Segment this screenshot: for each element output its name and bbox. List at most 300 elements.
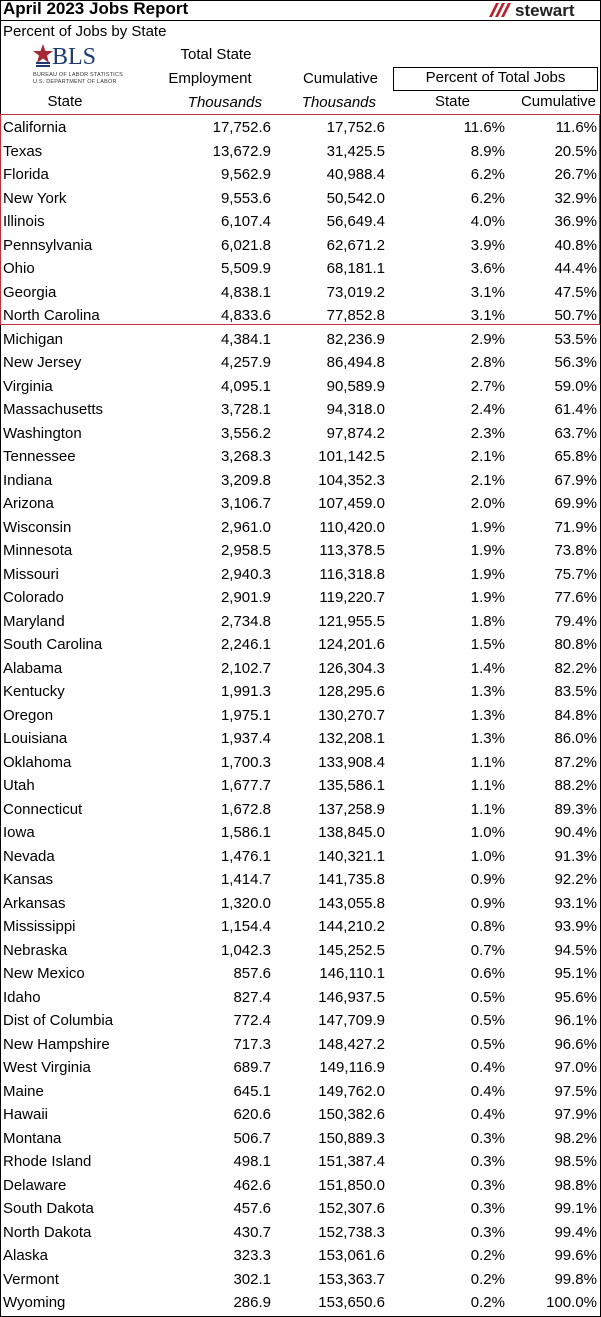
percent-cumulative: 79.4% [554, 612, 597, 630]
state-employment: 323.3 [233, 1247, 271, 1264]
percent-cumulative: 98.5% [554, 1153, 597, 1170]
cumulative-employment: 132,208.1 [318, 730, 385, 747]
percent-state: 0.3% [470, 1200, 505, 1217]
state-name: South Carolina [3, 636, 103, 653]
percent-cumulative: 99.6% [554, 1247, 597, 1264]
percent-cumulative: 50.7% [554, 307, 597, 324]
state-name: Illinois [3, 213, 45, 230]
table-row [0, 1080, 601, 1104]
state-name: Wisconsin [3, 518, 72, 536]
report-subtitle: Percent of Jobs by State [3, 23, 167, 40]
state-employment: 1,975.1 [220, 706, 271, 724]
state-table [0, 116, 601, 1315]
table-row [0, 1291, 601, 1315]
percent-state: 3.1% [470, 283, 505, 301]
percent-state: 0.8% [470, 918, 505, 935]
state-employment: 2,958.5 [220, 542, 271, 559]
percent-cumulative: 77.6% [554, 589, 597, 606]
table-row [0, 539, 601, 563]
table-row [0, 469, 601, 493]
percent-state: 0.3% [470, 1129, 505, 1147]
cumulative-employment: 153,363.7 [318, 1270, 385, 1288]
percent-state: 1.5% [470, 636, 505, 653]
percent-state: 2.3% [470, 424, 505, 442]
percent-cumulative: 82.2% [554, 659, 597, 677]
percent-cumulative: 86.0% [554, 730, 597, 747]
percent-cumulative: 99.4% [554, 1223, 597, 1241]
table-row [0, 1127, 601, 1151]
table-row [0, 657, 601, 681]
state-name: Maine [3, 1082, 44, 1100]
state-name: Colorado [3, 589, 64, 606]
cumulative-employment: 144,210.2 [318, 918, 385, 935]
header-percent-total-jobs: Percent of Total Jobs [425, 69, 566, 86]
header-percent-cumulative: Cumulative [520, 93, 596, 110]
state-name: South Dakota [3, 1200, 94, 1217]
cumulative-employment: 116,318.8 [319, 565, 385, 583]
state-employment: 430.7 [233, 1223, 271, 1241]
percent-state: 1.3% [470, 683, 505, 700]
percent-state: 0.6% [470, 965, 505, 982]
state-employment: 1,672.8 [220, 800, 271, 818]
percent-cumulative: 44.4% [554, 260, 597, 277]
state-name: Montana [3, 1129, 62, 1147]
state-name: Tennessee [3, 448, 76, 465]
cumulative-employment: 126,304.3 [318, 659, 385, 677]
percent-state: 0.4% [470, 1106, 505, 1123]
cumulative-employment: 68,181.1 [326, 260, 385, 277]
table-row [0, 1221, 601, 1245]
table-row [0, 516, 601, 540]
table-row [0, 1056, 601, 1080]
percent-state: 0.2% [470, 1270, 505, 1288]
percent-cumulative: 80.8% [554, 636, 597, 653]
percent-state: 1.9% [470, 542, 505, 559]
table-row [0, 328, 601, 352]
state-employment: 9,553.6 [220, 189, 271, 207]
table-row [0, 1174, 601, 1198]
percent-cumulative: 96.6% [554, 1035, 597, 1053]
state-employment: 4,384.1 [220, 330, 271, 348]
table-row [0, 1268, 601, 1292]
table-row [0, 774, 601, 798]
table-row [0, 751, 601, 775]
percent-state: 1.3% [470, 706, 505, 724]
state-name: Utah [3, 777, 35, 794]
state-name: Ohio [3, 260, 35, 277]
cumulative-employment: 128,295.6 [318, 683, 385, 700]
cumulative-employment: 137,258.9 [318, 800, 385, 818]
state-employment: 6,107.4 [220, 213, 271, 230]
state-employment: 498.1 [233, 1153, 271, 1170]
state-employment: 457.6 [233, 1200, 271, 1217]
state-employment: 302.1 [233, 1270, 271, 1288]
state-name: Hawaii [3, 1106, 49, 1123]
percent-cumulative: 91.3% [554, 847, 597, 865]
state-employment: 3,209.8 [220, 471, 271, 489]
state-employment: 772.4 [233, 1012, 271, 1029]
header-state: State [47, 93, 83, 110]
percent-cumulative: 75.7% [554, 565, 597, 583]
table-row [0, 845, 601, 869]
cumulative-employment: 124,201.6 [318, 636, 385, 653]
cumulative-employment: 135,586.1 [318, 777, 385, 794]
state-name: Kansas [3, 871, 54, 888]
cumulative-employment: 17,752.6 [326, 119, 385, 136]
table-row [0, 704, 601, 728]
state-employment: 1,700.3 [220, 753, 271, 771]
state-employment: 17,752.6 [212, 119, 271, 136]
percent-state: 6.2% [470, 189, 505, 207]
state-employment: 9,562.9 [220, 166, 271, 183]
state-employment: 462.6 [233, 1176, 271, 1194]
cumulative-employment: 50,542.0 [326, 189, 385, 207]
state-name: Virginia [3, 377, 53, 395]
cumulative-employment: 101,142.5 [318, 448, 385, 465]
table-row [0, 210, 601, 234]
cumulative-employment: 119,220.7 [319, 589, 385, 606]
state-name: Florida [3, 166, 49, 183]
state-name: West Virginia [3, 1059, 91, 1076]
state-employment: 1,154.4 [220, 918, 271, 935]
bls-logo-line1: BUREAU OF LABOR STATISTICS [33, 72, 123, 78]
percent-state: 0.2% [470, 1294, 505, 1311]
state-employment: 1,042.3 [220, 941, 271, 959]
percent-cumulative: 59.0% [554, 377, 597, 395]
table-row [0, 351, 601, 375]
table-row [0, 868, 601, 892]
cumulative-employment: 149,116.9 [319, 1059, 385, 1076]
percent-cumulative: 97.5% [554, 1082, 597, 1100]
state-employment: 1,677.7 [220, 777, 271, 794]
percent-cumulative: 99.8% [554, 1270, 597, 1288]
cumulative-employment: 133,908.4 [318, 753, 385, 771]
state-name: Maryland [3, 612, 65, 630]
stewart-wordmark: stewart [515, 1, 575, 20]
header-total-state: Total State [180, 46, 252, 63]
cumulative-employment: 97,874.2 [326, 424, 385, 442]
percent-cumulative: 71.9% [554, 518, 597, 536]
state-employment: 2,961.0 [220, 518, 271, 536]
percent-state: 1.1% [470, 800, 505, 818]
table-row [0, 986, 601, 1010]
cumulative-employment: 150,889.3 [318, 1129, 385, 1147]
state-name: Massachusetts [3, 401, 104, 418]
percent-cumulative: 89.3% [554, 800, 597, 818]
percent-state: 2.9% [470, 330, 505, 348]
state-employment: 717.3 [233, 1035, 271, 1053]
cumulative-employment: 152,307.6 [318, 1200, 385, 1217]
state-employment: 3,556.2 [220, 424, 271, 442]
cumulative-employment: 31,425.5 [326, 142, 385, 160]
percent-cumulative: 92.2% [554, 871, 597, 888]
percent-cumulative: 84.8% [554, 706, 597, 724]
state-name: Nevada [3, 847, 55, 865]
cumulative-employment: 82,236.9 [326, 330, 385, 348]
cumulative-employment: 153,061.6 [318, 1247, 385, 1264]
table-row [0, 304, 601, 328]
percent-state: 3.6% [470, 260, 505, 277]
cumulative-employment: 152,738.3 [318, 1223, 385, 1241]
cumulative-employment: 86,494.8 [326, 354, 385, 371]
table-row [0, 798, 601, 822]
percent-state: 1.0% [470, 847, 505, 865]
percent-state: 1.1% [470, 753, 505, 771]
percent-cumulative: 88.2% [554, 777, 597, 794]
percent-state: 1.3% [470, 730, 505, 747]
state-name: Alaska [3, 1247, 49, 1264]
percent-cumulative: 93.9% [554, 918, 597, 935]
percent-cumulative: 47.5% [554, 283, 597, 301]
cumulative-employment: 140,321.1 [318, 847, 385, 865]
percent-cumulative: 20.5% [554, 142, 597, 160]
state-employment: 2,901.9 [220, 589, 271, 606]
state-employment: 2,734.8 [220, 612, 271, 630]
header-percent-state: State [434, 93, 470, 110]
state-name: Kentucky [3, 683, 65, 700]
percent-cumulative: 40.8% [554, 236, 597, 254]
percent-state: 0.7% [470, 941, 505, 959]
percent-state: 1.1% [470, 777, 505, 794]
percent-state: 0.3% [470, 1223, 505, 1241]
table-row [0, 281, 601, 305]
state-employment: 1,476.1 [220, 847, 271, 865]
table-row [0, 563, 601, 587]
percent-cumulative: 11.6% [555, 119, 597, 136]
percent-state: 0.9% [470, 894, 505, 912]
percent-cumulative: 83.5% [554, 683, 597, 700]
state-name: Indiana [3, 471, 53, 489]
cumulative-employment: 113,378.5 [319, 542, 385, 559]
percent-state: 2.4% [470, 401, 505, 418]
cumulative-employment: 147,709.9 [318, 1012, 385, 1029]
state-employment: 1,414.7 [220, 871, 271, 888]
percent-state: 0.3% [470, 1153, 505, 1170]
cumulative-employment: 151,850.0 [318, 1176, 385, 1194]
table-row [0, 492, 601, 516]
state-employment: 4,833.6 [220, 307, 271, 324]
state-name: Vermont [3, 1270, 59, 1288]
cumulative-employment: 153,650.6 [318, 1294, 385, 1311]
cumulative-employment: 130,270.7 [318, 706, 385, 724]
state-name: Rhode Island [3, 1153, 92, 1170]
cumulative-employment: 107,459.0 [318, 495, 385, 512]
state-name: Washington [3, 424, 82, 442]
percent-cumulative: 67.9% [554, 471, 597, 489]
cumulative-employment: 148,427.2 [318, 1035, 385, 1053]
table-row [0, 1150, 601, 1174]
table-row [0, 445, 601, 469]
bls-logo-line2: U.S. DEPARTMENT OF LABOR [33, 79, 117, 85]
percent-state: 2.0% [470, 495, 505, 512]
percent-cumulative: 32.9% [554, 189, 597, 207]
title-divider [0, 20, 601, 21]
percent-state: 4.0% [470, 213, 505, 230]
percent-cumulative: 98.8% [554, 1176, 597, 1194]
state-name: Louisiana [3, 730, 68, 747]
cumulative-employment: 143,055.8 [318, 894, 385, 912]
table-row [0, 939, 601, 963]
percent-state: 1.9% [470, 589, 505, 606]
state-name: Connecticut [3, 800, 83, 818]
table-row [0, 962, 601, 986]
table-row [0, 1009, 601, 1033]
state-name: Pennsylvania [3, 236, 93, 254]
percent-cumulative: 61.4% [554, 401, 597, 418]
percent-state: 2.1% [470, 448, 505, 465]
cumulative-employment: 149,762.0 [318, 1082, 385, 1100]
cumulative-employment: 62,671.2 [326, 236, 385, 254]
percent-cumulative: 94.5% [554, 941, 597, 959]
cumulative-employment: 104,352.3 [318, 471, 385, 489]
percent-state: 3.9% [470, 236, 505, 254]
state-name: California [3, 119, 67, 136]
state-employment: 3,106.7 [220, 495, 271, 512]
cumulative-employment: 73,019.2 [326, 283, 385, 301]
percent-state: 1.9% [470, 518, 505, 536]
percent-state: 2.8% [470, 354, 505, 371]
cumulative-employment: 150,382.6 [318, 1106, 385, 1123]
percent-state: 1.9% [470, 565, 505, 583]
cumulative-employment: 121,955.5 [318, 612, 385, 630]
state-name: Oklahoma [3, 753, 72, 771]
state-employment: 1,320.0 [220, 894, 271, 912]
table-row [0, 257, 601, 281]
percent-state: 2.7% [470, 377, 505, 395]
state-employment: 3,728.1 [220, 401, 271, 418]
state-employment: 6,021.8 [220, 236, 271, 254]
state-employment: 827.4 [233, 988, 271, 1006]
percent-cumulative: 69.9% [554, 495, 597, 512]
table-row [0, 234, 601, 258]
state-name: Michigan [3, 330, 64, 348]
state-name: Delaware [3, 1176, 67, 1194]
state-name: New Hampshire [3, 1035, 110, 1053]
state-employment: 620.6 [233, 1106, 271, 1123]
state-name: North Carolina [3, 307, 100, 324]
percent-state: 1.8% [470, 612, 505, 630]
table-row [0, 163, 601, 187]
cumulative-employment: 151,387.4 [318, 1153, 385, 1170]
state-employment: 1,937.4 [220, 730, 271, 747]
state-employment: 1,586.1 [220, 824, 271, 841]
cumulative-employment: 141,735.8 [318, 871, 385, 888]
state-name: Minnesota [3, 542, 73, 559]
state-name: Dist of Columbia [3, 1012, 114, 1029]
state-employment: 2,940.3 [220, 565, 271, 583]
state-employment: 4,257.9 [220, 354, 271, 371]
percent-cumulative: 63.7% [554, 424, 597, 442]
percent-state: 0.3% [470, 1176, 505, 1194]
percent-state: 0.5% [470, 1012, 505, 1029]
cumulative-employment: 146,937.5 [318, 988, 385, 1006]
state-employment: 645.1 [233, 1082, 271, 1100]
cumulative-employment: 146,110.1 [319, 965, 385, 982]
state-name: North Dakota [3, 1223, 92, 1241]
header-employment: Employment [168, 70, 252, 87]
percent-state: 1.4% [470, 659, 505, 677]
cumulative-employment: 40,988.4 [326, 166, 385, 183]
state-employment: 4,095.1 [220, 377, 271, 395]
percent-state: 11.6% [463, 119, 505, 136]
table-row [0, 892, 601, 916]
percent-cumulative: 73.8% [554, 542, 597, 559]
stewart-logo [487, 0, 599, 20]
bls-logo-acronym: BLS [52, 44, 97, 70]
percent-cumulative: 53.5% [554, 330, 597, 348]
state-employment: 13,672.9 [212, 142, 271, 160]
table-row [0, 821, 601, 845]
state-name: New Jersey [3, 354, 82, 371]
state-employment: 857.6 [233, 965, 271, 982]
table-row [0, 116, 601, 140]
state-name: Iowa [3, 824, 35, 841]
state-employment: 1,991.3 [220, 683, 271, 700]
table-row [0, 140, 601, 164]
state-name: Texas [3, 142, 43, 160]
state-name: Arkansas [3, 894, 66, 912]
header-thousands-employment: Thousands [187, 94, 262, 111]
state-name: Georgia [3, 283, 57, 301]
percent-cumulative: 99.1% [554, 1200, 597, 1217]
percent-state: 8.9% [470, 142, 505, 160]
cumulative-employment: 77,852.8 [326, 307, 385, 324]
table-row [0, 187, 601, 211]
state-name: Idaho [3, 988, 41, 1006]
table-row [0, 422, 601, 446]
state-employment: 286.9 [233, 1294, 271, 1311]
state-employment: 689.7 [233, 1059, 271, 1076]
table-row [0, 680, 601, 704]
state-name: New York [3, 189, 67, 207]
percent-cumulative: 87.2% [554, 753, 597, 771]
percent-cumulative: 93.1% [554, 894, 597, 912]
percent-cumulative: 36.9% [554, 213, 597, 230]
percent-cumulative: 65.8% [554, 448, 597, 465]
cumulative-employment: 94,318.0 [326, 401, 385, 418]
cumulative-employment: 145,252.5 [318, 941, 385, 959]
percent-state: 0.4% [470, 1059, 505, 1076]
table-row [0, 1103, 601, 1127]
state-name: Missouri [3, 565, 59, 583]
percent-cumulative: 97.0% [554, 1059, 597, 1076]
state-name: New Mexico [3, 965, 85, 982]
state-employment: 5,509.9 [220, 260, 271, 277]
state-employment: 2,102.7 [220, 659, 271, 677]
table-row [0, 375, 601, 399]
state-employment: 3,268.3 [220, 448, 271, 465]
state-name: Wyoming [3, 1294, 66, 1311]
percent-cumulative: 90.4% [554, 824, 597, 841]
percent-state: 6.2% [470, 166, 505, 183]
percent-cumulative: 95.1% [554, 965, 597, 982]
percent-state: 2.1% [470, 471, 505, 489]
percent-state: 1.0% [470, 824, 505, 841]
state-name: Alabama [3, 659, 63, 677]
cumulative-employment: 56,649.4 [326, 213, 385, 230]
table-row [0, 1033, 601, 1057]
percent-cumulative: 98.2% [554, 1129, 597, 1147]
table-row [0, 915, 601, 939]
percent-state: 3.1% [470, 307, 505, 324]
state-name: Mississippi [3, 918, 76, 935]
percent-cumulative: 96.1% [554, 1012, 597, 1029]
state-name: Nebraska [3, 941, 68, 959]
table-row [0, 610, 601, 634]
header-thousands-cumulative: Thousands [301, 94, 376, 111]
percent-cumulative: 100.0% [546, 1294, 597, 1311]
percent-cumulative: 97.9% [554, 1106, 597, 1123]
